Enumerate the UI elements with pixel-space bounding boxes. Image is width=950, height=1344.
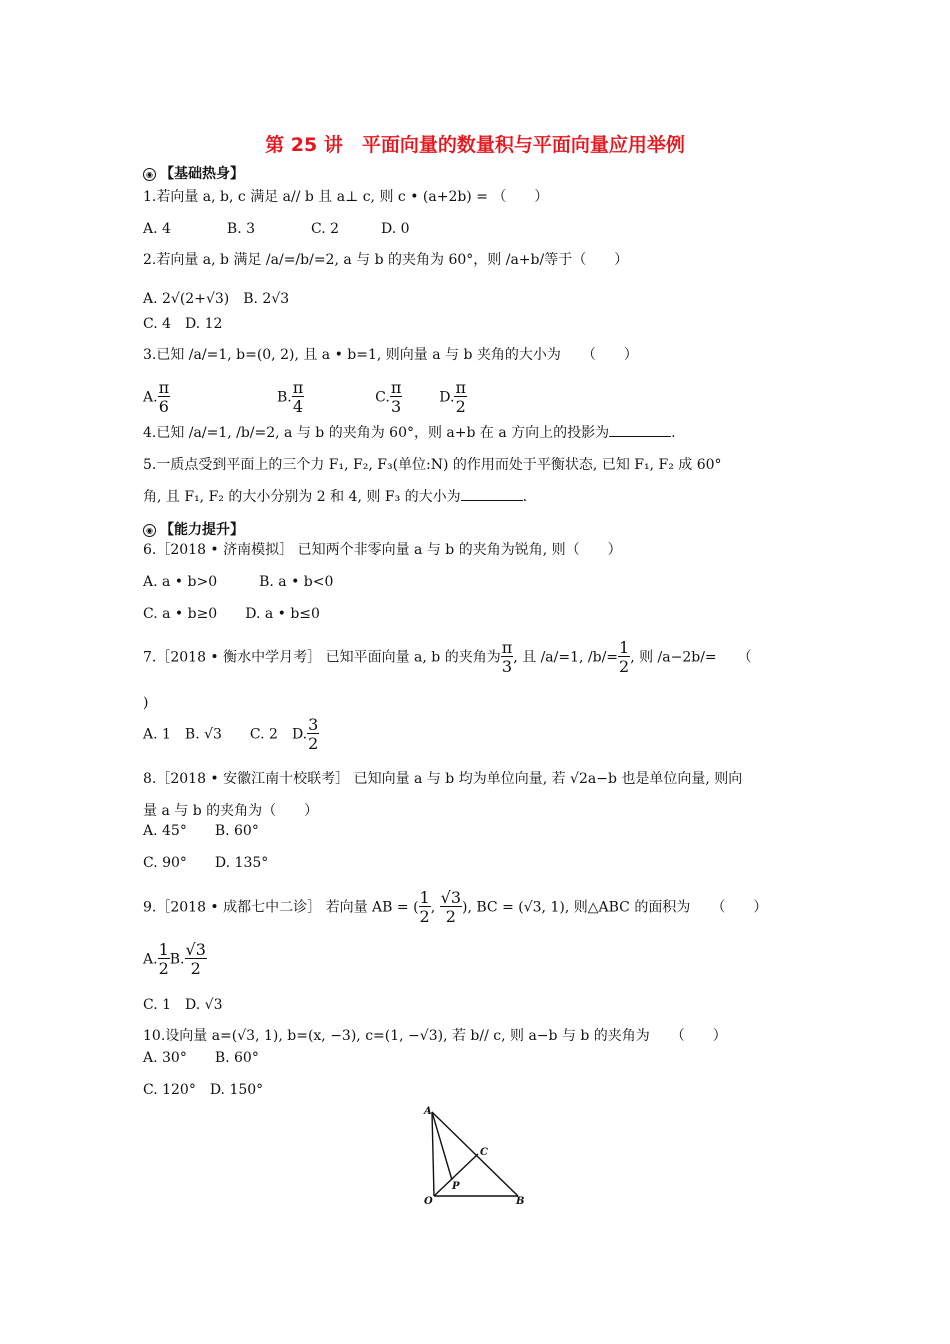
q2-options-cd: C. 4 D. 12 [143,316,223,332]
section-advanced [143,519,244,539]
circle-mark-icon: ◉ [143,168,156,181]
q3-frac-c [390,380,403,415]
q3-frac-d [454,380,467,415]
frac-den: 2 [455,397,466,416]
q9-frac-1 [419,890,431,925]
frac-den: 2 [619,657,630,676]
q10-stem: 10.设向量 a=(√3, 1), b=(x, −3), c=(1, −√3), 若 b// c, 则 a−b 与 b 的夹角为 （ ） [143,1028,727,1044]
answer-blank[interactable] [461,500,523,501]
page-title: 第 25 讲 平面向量的数量积与平面向量应用举例 [265,134,685,156]
frac-den: 2 [158,959,169,978]
q7-frac-b [618,640,630,675]
frac-num: π [292,378,304,397]
q4-text: 4.已知 /a/=1, /b/=2, a 与 b 的夹角为 60°，则 a+b 在 a 方向上的投影为 [143,425,610,441]
q9-options-ab [143,942,207,977]
q7-stem [143,640,752,675]
q7-frac-d [307,717,319,752]
circle-mark-icon: ◉ [143,524,156,537]
frac-den: 2 [419,907,430,926]
geometry-figure [418,1100,538,1210]
q1-options: A. 4 B. 3 C. 2 D. 0 [143,221,410,237]
point-label-a: A [424,1106,432,1117]
q9-opt-a-label: A. [143,951,158,968]
q3-opt-a-label: A. [143,389,158,406]
q3-frac-a [158,380,171,415]
frac-num: 1 [419,888,430,907]
frac-num: π [501,638,513,657]
frac-den: 2 [190,959,201,978]
point-label-p: P [452,1181,460,1192]
q7-text-post: , 则 /a−2b/= （ [630,649,752,666]
q7-text-pre: 7.［2018 • 衡水中学月考］ 已知平面向量 a, b 的夹角为 [143,649,501,666]
q4-stem [143,424,676,442]
frac-num: 1 [158,940,169,959]
q9-opt-b-label: B. [169,951,185,968]
q7-opts-text: A. 1 B. √3 C. 2 D. [143,726,308,743]
answer-blank[interactable] [609,436,671,437]
q7-text-mid: , 且 /a/=1, /b/= [513,649,619,666]
q9-stem: 9.［2018 • 成都七中二诊］ 若向量 AB = ( $\frac{1}{2}$ , $\frac{√3}{2}$ ), BC = (√3, 1), 则△ABC 的面积为 （ ） [143,888,768,926]
q2-stem: 2.若向量 a, b 满足 /a/=/b/=2, a 与 b 的夹角为 60°，则 /a+b/等于（ ） [143,252,629,268]
q9-options-cd: C. 1 D. √3 [143,997,223,1013]
frac-num: 3 [308,715,319,734]
frac-num: π [455,378,466,397]
q6-stem: 6.［2018 • 济南模拟］ 已知两个非零向量 a 与 b 的夹角为锐角, 则（ ） [143,542,622,558]
q6-options-cd: C. a • b≥0 D. a • b≤0 [143,606,320,622]
q10-options-cd: C. 120° D. 150° [143,1082,264,1098]
q4-end: . [671,425,676,441]
q7-close: ) [143,695,149,711]
q9-frac-2 [440,890,462,925]
section-label: 【能力提升】 [160,522,244,538]
segment-ao [432,1112,434,1196]
q8-stem-line2: 量 a 与 b 的夹角为（ ） [143,803,319,819]
frac-den: 4 [292,397,304,416]
q9-text-mid: ), BC = (√3, 1), 则△ABC 的面积为 （ ） [462,899,768,916]
frac-num: π [158,378,170,397]
q5-stem-line1: 5.一质点受到平面上的三个力 F₁, F₂, F₃(单位:N) 的作用而处于平衡状态, 已知 F₁, F₂ 成 60° [143,457,722,473]
point-label-c: C [480,1147,488,1158]
frac-den: 3 [390,397,402,416]
point-label-b: B [516,1196,525,1207]
frac-num: √3 [440,888,462,907]
q9-text-pre: 9.［2018 • 成都七中二诊］ 若向量 AB = ( [143,899,419,916]
q3-opt-d-label: D. [439,389,455,406]
q9-frac-b [185,942,207,977]
q8-options-cd: C. 90° D. 135° [143,855,269,871]
q9-frac-a [158,942,170,977]
q7-options [143,717,319,752]
q8-options-ab: A. 45° B. 60° [143,823,259,839]
section-basic [143,163,244,183]
q5-text: 角, 且 F₁, F₂ 的大小分别为 2 和 4, 则 F₃ 的大小为 [143,489,461,505]
q2-options-ab: A. 2√(2+√3) B. 2√3 [143,291,290,307]
q8-stem-line1: 8.［2018 • 安徽江南十校联考］ 已知向量 a 与 b 均为单位向量, 若 √2a−b 也是单位向量, 则向 [143,771,743,787]
q5-stem-line2 [143,488,527,506]
frac-den: 2 [308,734,319,753]
q3-stem: 3.已知 /a/=1, b=(0, 2), 且 a • b=1, 则向量 a 与 b 夹角的大小为 （ ） [143,347,638,363]
frac-den: 2 [445,907,456,926]
point-label-o: O [424,1196,433,1207]
q5-end: . [522,489,528,505]
section-label: 【基础热身】 [160,166,244,182]
q1-stem: 1.若向量 a, b, c 满足 a// b 且 a⊥ c, 则 c • (a+2b) = （ ） [143,189,549,205]
frac-num: √3 [185,940,206,959]
frac-den: 3 [501,657,513,676]
frac-num: 1 [619,638,630,657]
q3-frac-b [292,380,305,415]
frac-num: π [390,378,402,397]
q6-options-ab: A. a • b>0 B. a • b<0 [143,574,334,590]
frac-den: 6 [158,397,169,416]
q3-options [143,380,467,415]
q7-frac-angle [501,640,514,675]
q3-opt-c-label: C. [375,389,390,406]
q3-opt-b-label: B. [276,389,292,406]
q10-options-ab: A. 30° B. 60° [143,1050,259,1066]
